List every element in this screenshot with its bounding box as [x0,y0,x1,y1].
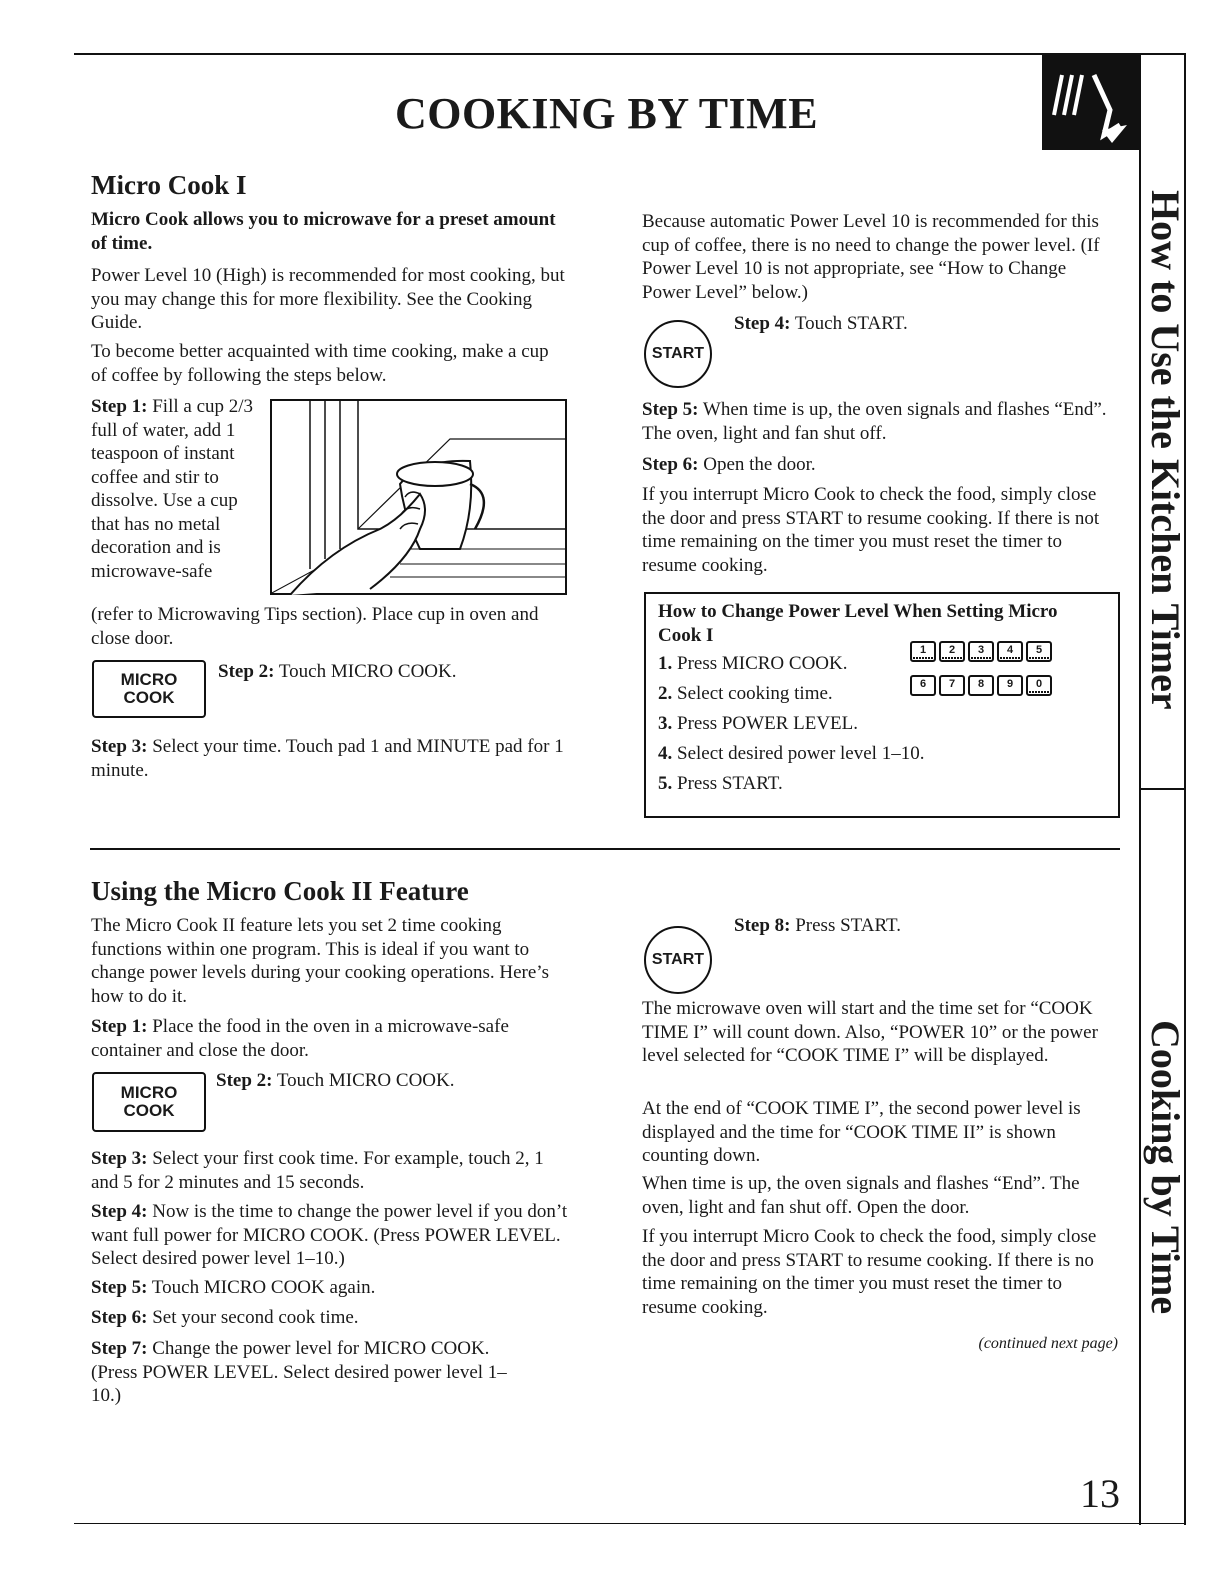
tab-divider-rule [1139,788,1186,790]
paragraph-interrupt: If you interrupt Micro Cook to check the food, simply close the door and press START to resume cooking. If there is not time remaining on the timer you must reset the timer to resume cooking. [642,484,1100,576]
step-1 [91,395,261,583]
step-label: Step 3: [91,736,148,757]
item-number: 5. [658,773,673,794]
step-label: Step 5: [91,1277,148,1298]
mc2-step-8 [734,914,901,938]
step-4 [734,312,908,336]
paragraph-end-of-cook-time: At the end of “COOK TIME I”, the second power level is displayed and the time for “COOK TIME II” is shown counting down. [642,1098,1081,1166]
key-label: 3 [977,644,985,656]
step-text: Select your time. Touch pad 1 and MINUTE pad for 1 minute. [91,736,564,781]
step-label: Step 2: [216,1070,273,1091]
step-label: Step 2: [218,661,275,682]
paragraph-micro-cook-2-intro: The Micro Cook II feature lets you set 2 time cooking functions within one program. This is ideal if you want to change power levels during your cooking operations. Here’s how to do it. [91,915,549,1007]
item-text: Select cooking time. [677,683,833,704]
paragraph-power-level: Power Level 10 (High) is recommended for most cooking, but you may change this for more flexibility. See the Cooking Guide. [91,265,565,333]
keypad-key[interactable] [968,641,994,662]
list-item [658,742,958,772]
mc2-step-4 [91,1200,571,1271]
keypad-key[interactable] [910,641,936,662]
item-text: Press MICRO COOK. [677,653,848,674]
keypad-key[interactable] [939,641,965,662]
step-label: Step 4: [91,1201,148,1222]
key-label: 7 [948,678,956,690]
button-label-micro: MICRO [120,670,178,689]
item-number: 2. [658,683,673,704]
mc2-step-1 [91,1015,561,1062]
step-text: Change the power level for MICRO COOK. (Press POWER LEVEL. Select desired power level 1–10.) [91,1338,507,1406]
step-text: Press START. [795,915,901,936]
paragraph-count-down: The microwave oven will start and the time set for “COOK TIME I” will count down. Also, “POWER 10” or the power level selected for “COOK TIME I” will be displayed. [642,998,1098,1066]
section-heading-micro-cook-2: Using the Micro Cook II Feature [91,876,469,906]
key-label: 1 [919,644,927,656]
key-label: 4 [1006,644,1014,656]
paragraph-time-up: When time is up, the oven signals and flashes “End”. The oven, light and fan shut off. Open the door. [642,1173,1080,1218]
step-label: Step 4: [734,313,791,334]
paragraph-acquainted: To become better acquainted with time cooking, make a cup of coffee by following the steps below. [91,341,549,386]
mc2-step-5 [91,1276,375,1300]
mc2-step-7 [91,1337,521,1408]
step-text: Open the door. [703,454,816,475]
step-label: Step 8: [734,915,791,936]
step-text: Touch MICRO COOK again. [151,1277,376,1298]
top-rule [74,53,1186,55]
step-text: Now is the time to change the power level if you don’t want full power for MICRO COOK. (Press POWER LEVEL. Select desired power level 1–10.) [91,1201,568,1269]
item-number: 3. [658,713,673,734]
keypad-key[interactable] [997,641,1023,662]
item-text: Press POWER LEVEL. [677,713,859,734]
item-number: 4. [658,743,673,764]
item-number: 1. [658,653,673,674]
section-heading-micro-cook-1: Micro Cook I [91,170,247,200]
button-label-cook: COOK [123,1101,175,1120]
keypad-key[interactable] [939,675,965,696]
side-tab-kitchen-timer: How to Use the Kitchen Timer [1143,190,1188,710]
key-label: 5 [1035,644,1043,656]
step-3 [91,735,566,782]
step-text: Place the food in the oven in a microwave-safe container and close the door. [91,1016,509,1061]
mc2-step-3 [91,1147,561,1194]
key-label: 9 [1006,678,1014,690]
step-text: Select your first cook time. For example, touch 2, 1 and 5 for 2 minutes and 15 seconds. [91,1148,544,1193]
start-button[interactable]: START [644,926,712,994]
keypad-key[interactable] [1026,675,1052,696]
button-label-cook: COOK [123,688,175,707]
keypad-key[interactable] [997,675,1023,696]
step-text: Touch MICRO COOK. [276,1070,455,1091]
keypad-key[interactable] [968,675,994,696]
step-text: Set your second cook time. [152,1307,359,1328]
continued-note: (continued next page) [978,1335,1118,1352]
step-label: Step 3: [91,1148,148,1169]
list-item [658,772,958,802]
bottom-rule [74,1523,1186,1524]
step-label: Step 5: [642,399,699,420]
key-label: 0 [1035,678,1043,690]
list-item [658,712,958,742]
mc2-step-6 [91,1306,359,1330]
micro-cook-button[interactable] [92,1072,206,1132]
item-text: Press START. [677,773,783,794]
page-number: 13 [1080,1471,1120,1516]
number-keypad [910,640,1070,701]
key-label: 2 [948,644,956,656]
start-button[interactable]: START [644,320,712,388]
button-label-micro: MICRO [120,1083,178,1102]
mc2-step-2 [216,1069,455,1093]
micro-cook-button[interactable] [92,660,206,718]
step-text: Touch START. [794,313,908,334]
power-box-heading: How to Change Power Level When Setting Micro Cook I [658,601,1058,646]
step-6 [642,453,816,477]
key-label: 8 [977,678,985,690]
item-text: Select desired power level 1–10. [677,743,925,764]
step-label: Step 6: [91,1307,148,1328]
step-1-continued: (refer to Microwaving Tips section). Place cup in oven and close door. [91,604,539,649]
step-label: Step 1: [91,396,148,417]
paragraph-interrupt-2: If you interrupt Micro Cook to check the food, simply close the door and press START to resume cooking. If there is no time remaining on the timer you must reset the timer to resume cooking. [642,1226,1097,1318]
step-label: Step 6: [642,454,699,475]
cup-in-oven-illustration [270,399,567,595]
side-tab-cooking-by-time: Cooking by Time [1143,1020,1188,1315]
key-label: 6 [919,678,927,690]
keypad-row [910,674,1070,701]
step-text: Fill a cup 2/3 full of water, add 1 teaspoon of instant coffee and stir to dissolve. Use a cup that has no metal decoration and is microwave-safe [91,396,254,582]
keypad-row [910,640,1070,667]
intro-bold: Micro Cook allows you to microwave for a preset amount of time. [91,209,556,254]
paragraph-automatic-power: Because automatic Power Level 10 is recommended for this cup of coffee, there is no need to change the power level. (If Power Level 10 is not appropriate, see “How to Change Power Level” below.) [642,211,1100,303]
step-label: Step 1: [91,1016,148,1037]
step-2 [218,660,457,684]
step-text: When time is up, the oven signals and flashes “End”. The oven, light and fan shut off. [642,399,1107,444]
section-divider-rule [90,848,1120,850]
keypad-key[interactable] [910,675,936,696]
step-5 [642,398,1120,445]
page-title: COOKING BY TIME [394,89,819,138]
step-text: Touch MICRO COOK. [278,661,457,682]
keypad-key[interactable] [1026,641,1052,662]
step-label: Step 7: [91,1338,148,1359]
